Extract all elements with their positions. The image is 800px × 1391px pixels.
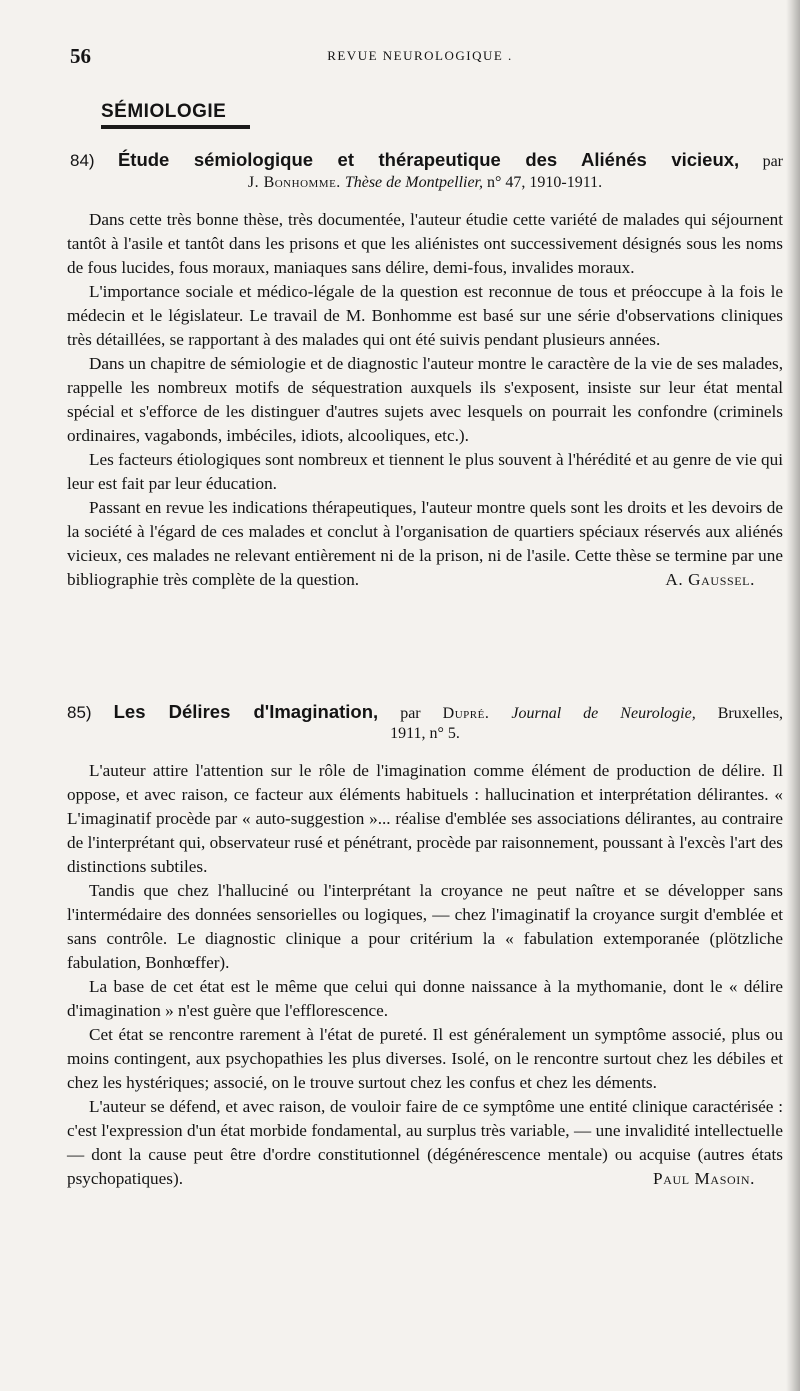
section-title-underline [101,125,250,129]
article-journal: Journal de Neurologie, [511,705,696,722]
paragraph: Les facteurs étiologiques sont nombreux et tiennent le plus souvent à l'hérédité et au genre de vie qui leur est fait par leur éducation. [67,450,783,493]
article-par: par [762,153,783,170]
article-author: J. Bonhomme. [247,174,341,191]
page-number: 56 [70,44,91,68]
paragraph: L'auteur attire l'attention sur le rôle de l'imagination comme élément de production de délire. Il oppose, et avec raison, ce facteur aux éléments habituels : hallucination et interprétation délirantes. « L'imaginatif procède par « auto-suggestion »... réalise d'emblée ses associations délirantes, au contraire de l'interprétant qui, observateur rusé et pénétrant, procède par raisonnement, poussant à l'excès l'art des distinctions subtiles. [67,761,783,876]
article-heading [67,700,783,745]
article-reference: n° 47, 1910-1911. [487,174,603,191]
article-title: Étude sémiologique et thérapeutique des Aliénés vicieux, [117,149,740,170]
article-heading [67,148,783,194]
article-title: Les Délires d'Imagination, [113,701,379,722]
article-number: 85) [67,703,92,722]
article-signature: A. Gaussel. [665,570,755,589]
article-journal: Thèse de Montpellier, [344,174,484,191]
paragraph: La base de cet état est le même que celui qui donne naissance à la mythomanie, dont le « délire d'imagination » n'est guère que l'efflorescence. [67,977,783,1020]
page-header [70,44,770,70]
paragraph: L'importance sociale et médico-légale de la question est reconnue de tous et préoccupe à la fois le médecin et le législateur. Le travail de M. Bonhomme est basé sur une série d'observations cliniques très détaillées, se rapportant à des malades qui ont été suivis pendant plusieurs années. [67,282,783,349]
article-par: par [400,705,421,722]
paragraph: Dans un chapitre de sémiologie et de diagnostic l'auteur montre le caractère de la vie de ses malades, rappelle les nombreux motifs de séquestration auxquels ils s'exposent, insiste sur leur état mental spécial et s'efforce de les distinguer d'autres sujets avec lesquels on pourrait les confondre (criminels ordinaires, vagabonds, imbéciles, idiots, alcooliques, etc.). [67,354,783,445]
article-85 [67,700,783,1191]
article-body [67,759,783,1191]
article-number: 84) [70,151,95,170]
article-reference: 1911, n° 5. [390,725,460,742]
paragraph: Dans cette très bonne thèse, très documentée, l'auteur étudie cette variété de malades qui séjournent tantôt à l'asile et tantôt dans les prisons et que les aliénistes ont successivement désignés sous les noms de fous lucides, fous moraux, maniaques sans délire, demi-fous, invalides moraux. [67,210,783,277]
page-edge-shadow [786,0,800,1391]
section-title: SÉMIOLOGIE [101,101,227,122]
article-place: Bruxelles, [717,705,784,722]
paragraph: L'auteur se défend, et avec raison, de vouloir faire de ce symptôme une entité clinique caractérisée : c'est l'expression d'un état morbide fondamental, au surplus très variable, — une invalidité intellectuelle — dont la cause peut être d'ordre constitutionnel (dégénérescence mentale) ou acquise (autres états psychopatiques). [67,1097,783,1188]
article-84 [67,148,783,592]
paragraph: Tandis que chez l'halluciné ou l'interprétant la croyance ne peut naître et se développer sans l'intermédaire des données sensorielles ou logiques, — chez l'imaginatif la croyance surgit d'emblée et sans contrôle. Le diagnostic clinique a pour critérium la « fabulation extemporanée (plötzliche fabulation, Bonhœffer). [67,881,783,972]
paragraph: Passant en revue les indications thérapeutiques, l'auteur montre quels sont les droits et les devoirs de la société à l'égard de ces malades et conclut à l'organisation de quartiers spéciaux réservés aux aliénés vicieux, ces malades ne relevant entièrement ni de la prison, ni de l'asile. Cette thèse se termine par une bibliographie très complète de la question. [67,498,783,589]
running-title: REVUE NEUROLOGIQUE . [327,48,513,63]
article-author: Dupré. [442,705,490,722]
paragraph: Cet état se rencontre rarement à l'état de pureté. Il est généralement un symptôme associé, plus ou moins contingent, aux psychopathies les plus diverses. Isolé, on le rencontre surtout chez les débiles et chez les hystériques; associé, on le trouve surtout chez les confus et chez les déments. [67,1025,783,1092]
article-body [67,208,783,592]
article-signature: Paul Masoin. [653,1169,755,1188]
